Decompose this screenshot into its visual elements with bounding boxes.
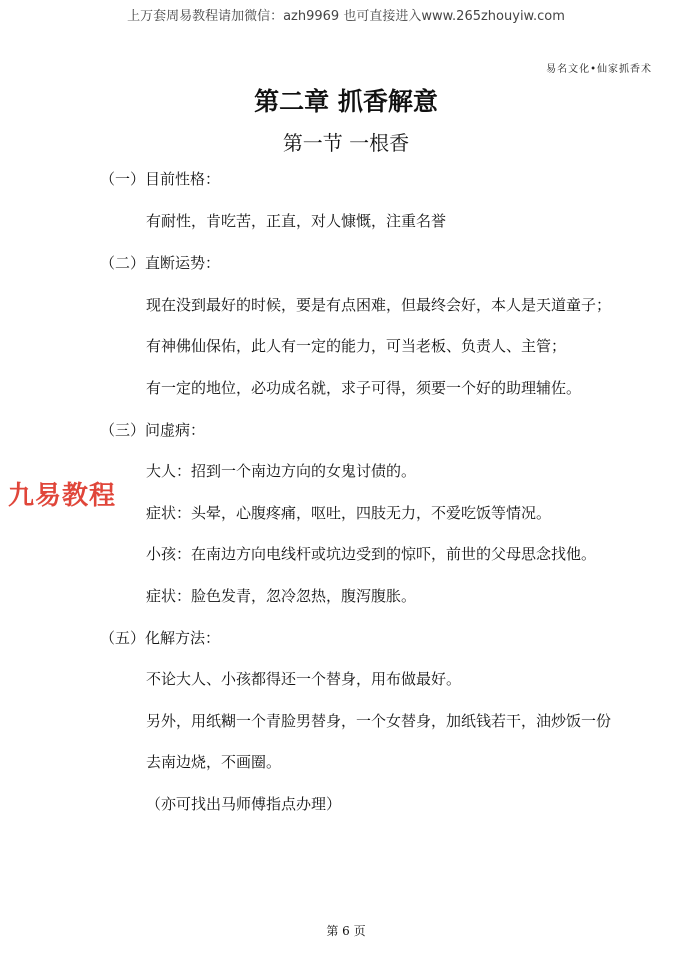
paragraph-line: 另外，用纸糊一个青脸男替身，一个女替身，加纸钱若干，油炒饭一份: [146, 712, 612, 730]
paragraph-line: 不论大人、小孩都得还一个替身，用布做最好。: [146, 670, 462, 688]
note-line: （亦可找出马师傅指点办理）: [146, 795, 342, 813]
paragraph-line: 症状：头晕，心腹疼痛，呕吐，四肢无力，不爱吃饭等情况。: [146, 504, 552, 522]
paragraph-line: 有神佛仙保佑，此人有一定的能力，可当老板、负责人、主管；: [146, 337, 567, 355]
paragraph-line: 小孩：在南边方向电线杆或坑边受到的惊吓，前世的父母思念找他。: [146, 545, 597, 563]
heading-resolution: （五）化解方法：: [100, 629, 221, 647]
paragraph-line: 症状：脸色发青，忽冷忽热，腹泻腹胀。: [146, 587, 417, 605]
running-header: 易名文化•仙家抓香术: [546, 64, 652, 75]
watermark-text: 上万套周易教程请加微信：azh9969 也可直接进入www.265zhouyiw.com: [127, 9, 565, 24]
heading-current-personality: （一）目前性格：: [100, 170, 221, 188]
paragraph-line: 有耐性，肯吃苦，正直，对人慷慨，注重名誉: [146, 212, 447, 230]
logo-stamp: 九易教程: [8, 481, 117, 511]
paragraph-line: 有一定的地位，必功成名就，求子可得，须要一个好的助理辅佐。: [146, 379, 582, 397]
heading-fortune: （二）直断运势：: [100, 254, 221, 272]
paragraph-line: 现在没到最好的时候，要是有点困难，但最终会好，本人是天道童子；: [146, 296, 612, 314]
heading-illness: （三）问虚病：: [100, 421, 206, 439]
page-number: 第 6 页: [326, 924, 366, 938]
section-title: 第一节 一根香: [282, 131, 410, 155]
chapter-title: 第二章 抓香解意: [254, 87, 438, 116]
paragraph-line: 去南边烧，不画圈。: [146, 753, 282, 771]
paragraph-line: 大人：招到一个南边方向的女鬼讨债的。: [146, 462, 417, 480]
